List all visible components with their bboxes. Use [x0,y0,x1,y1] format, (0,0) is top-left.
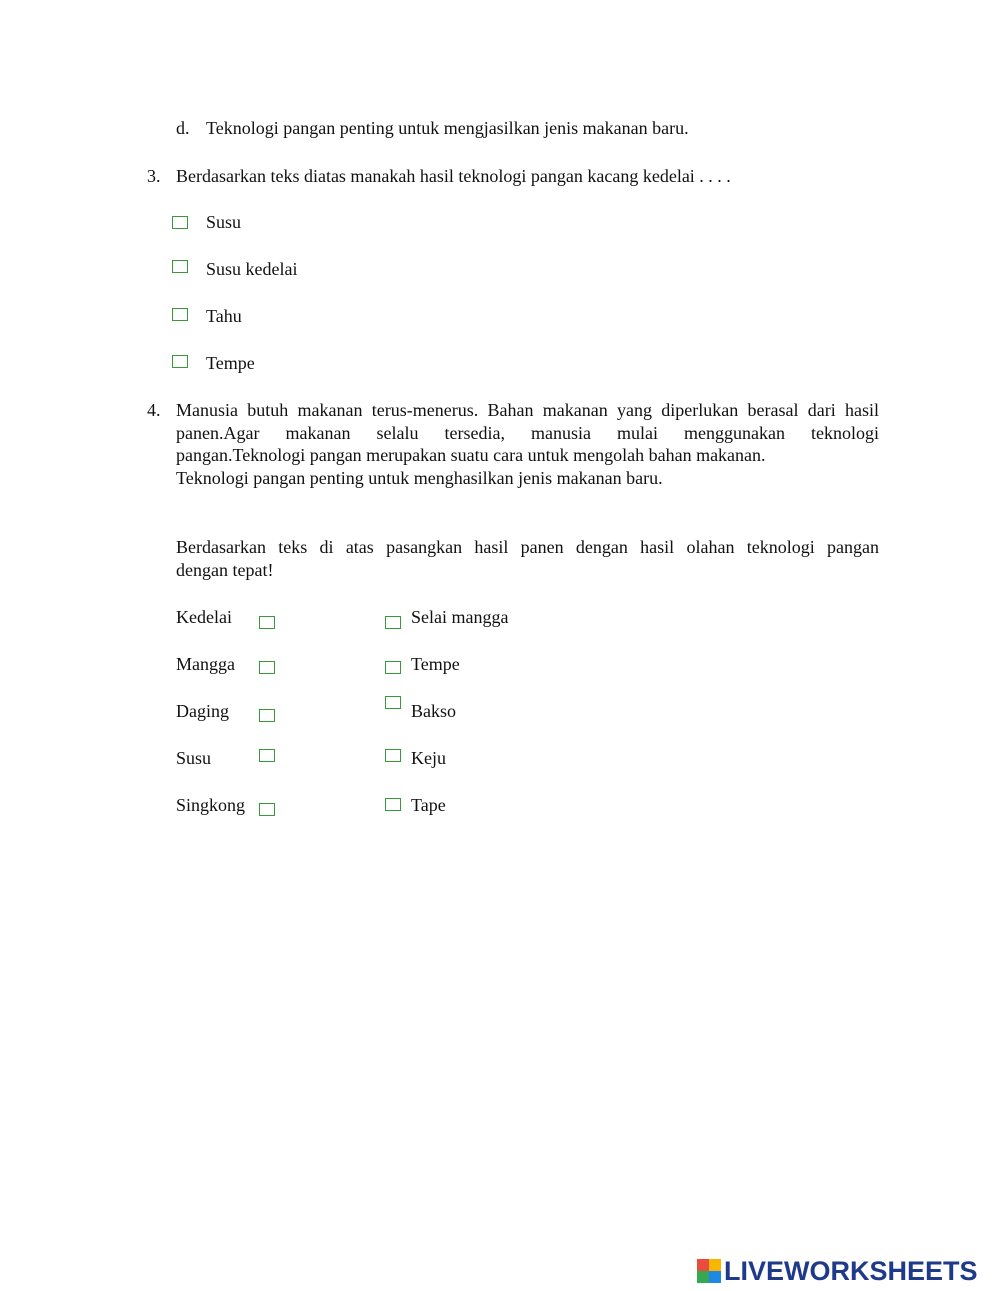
question-3-number: 3. [147,166,161,186]
option-label: Susu kedelai [206,259,298,279]
option-label: Tahu [206,306,242,326]
instruction-line: Berdasarkan teks di atas pasangkan hasil panen dengan hasil olahan teknologi pangan [176,537,879,557]
match-checkbox[interactable] [385,749,401,762]
processed-item: Tempe [411,654,460,674]
option-label: Susu [206,212,242,232]
option-checkbox[interactable] [172,260,188,273]
item-d-marker: d. [176,118,190,138]
match-checkbox[interactable] [385,661,401,674]
instruction-line: dengan tepat! [176,559,274,580]
match-checkbox[interactable] [385,616,401,629]
paragraph-line: Manusia butuh makanan terus-menerus. Bahan makanan yang diperlukan berasal dari hasil [176,400,879,420]
harvest-item: Daging [176,701,229,721]
match-checkbox[interactable] [259,709,275,722]
harvest-item: Susu [176,748,212,768]
match-checkbox[interactable] [259,803,275,816]
processed-item: Bakso [411,701,456,721]
liveworksheets-logo[interactable] [697,1257,978,1285]
match-checkbox[interactable] [259,616,275,629]
processed-item: Keju [411,748,446,768]
liveworksheets-logo-icon [697,1259,721,1283]
question-4-instruction [176,536,879,581]
harvest-item: Singkong [176,795,246,815]
paragraph-line: pangan.Teknologi pangan merupakan suatu cara untuk mengolah bahan makanan. [176,445,766,465]
processed-item: Tape [411,795,446,815]
question-4-paragraph [176,399,879,489]
harvest-item: Kedelai [176,607,232,627]
match-checkbox[interactable] [385,696,401,709]
match-checkbox[interactable] [385,798,401,811]
option-label: Tempe [206,353,255,373]
option-checkbox[interactable] [172,308,188,321]
paragraph-line: Teknologi pangan penting untuk menghasilkan jenis makanan baru. [176,467,663,488]
match-checkbox[interactable] [259,749,275,762]
option-checkbox[interactable] [172,355,188,368]
paragraph-line: panen.Agar makanan selalu tersedia, manusia mulai menggunakan teknologi [176,422,879,443]
option-checkbox[interactable] [172,216,188,229]
processed-item: Selai mangga [411,607,509,627]
question-4-number: 4. [147,400,161,420]
item-d-text: Teknologi pangan penting untuk mengjasilkan jenis makanan baru. [206,118,689,138]
harvest-item: Mangga [176,654,235,674]
match-checkbox[interactable] [259,661,275,674]
logo-text: LIVEWORKSHEETS [724,1255,978,1286]
question-3-text: Berdasarkan teks diatas manakah hasil teknologi pangan kacang kedelai . . . . [176,166,731,186]
